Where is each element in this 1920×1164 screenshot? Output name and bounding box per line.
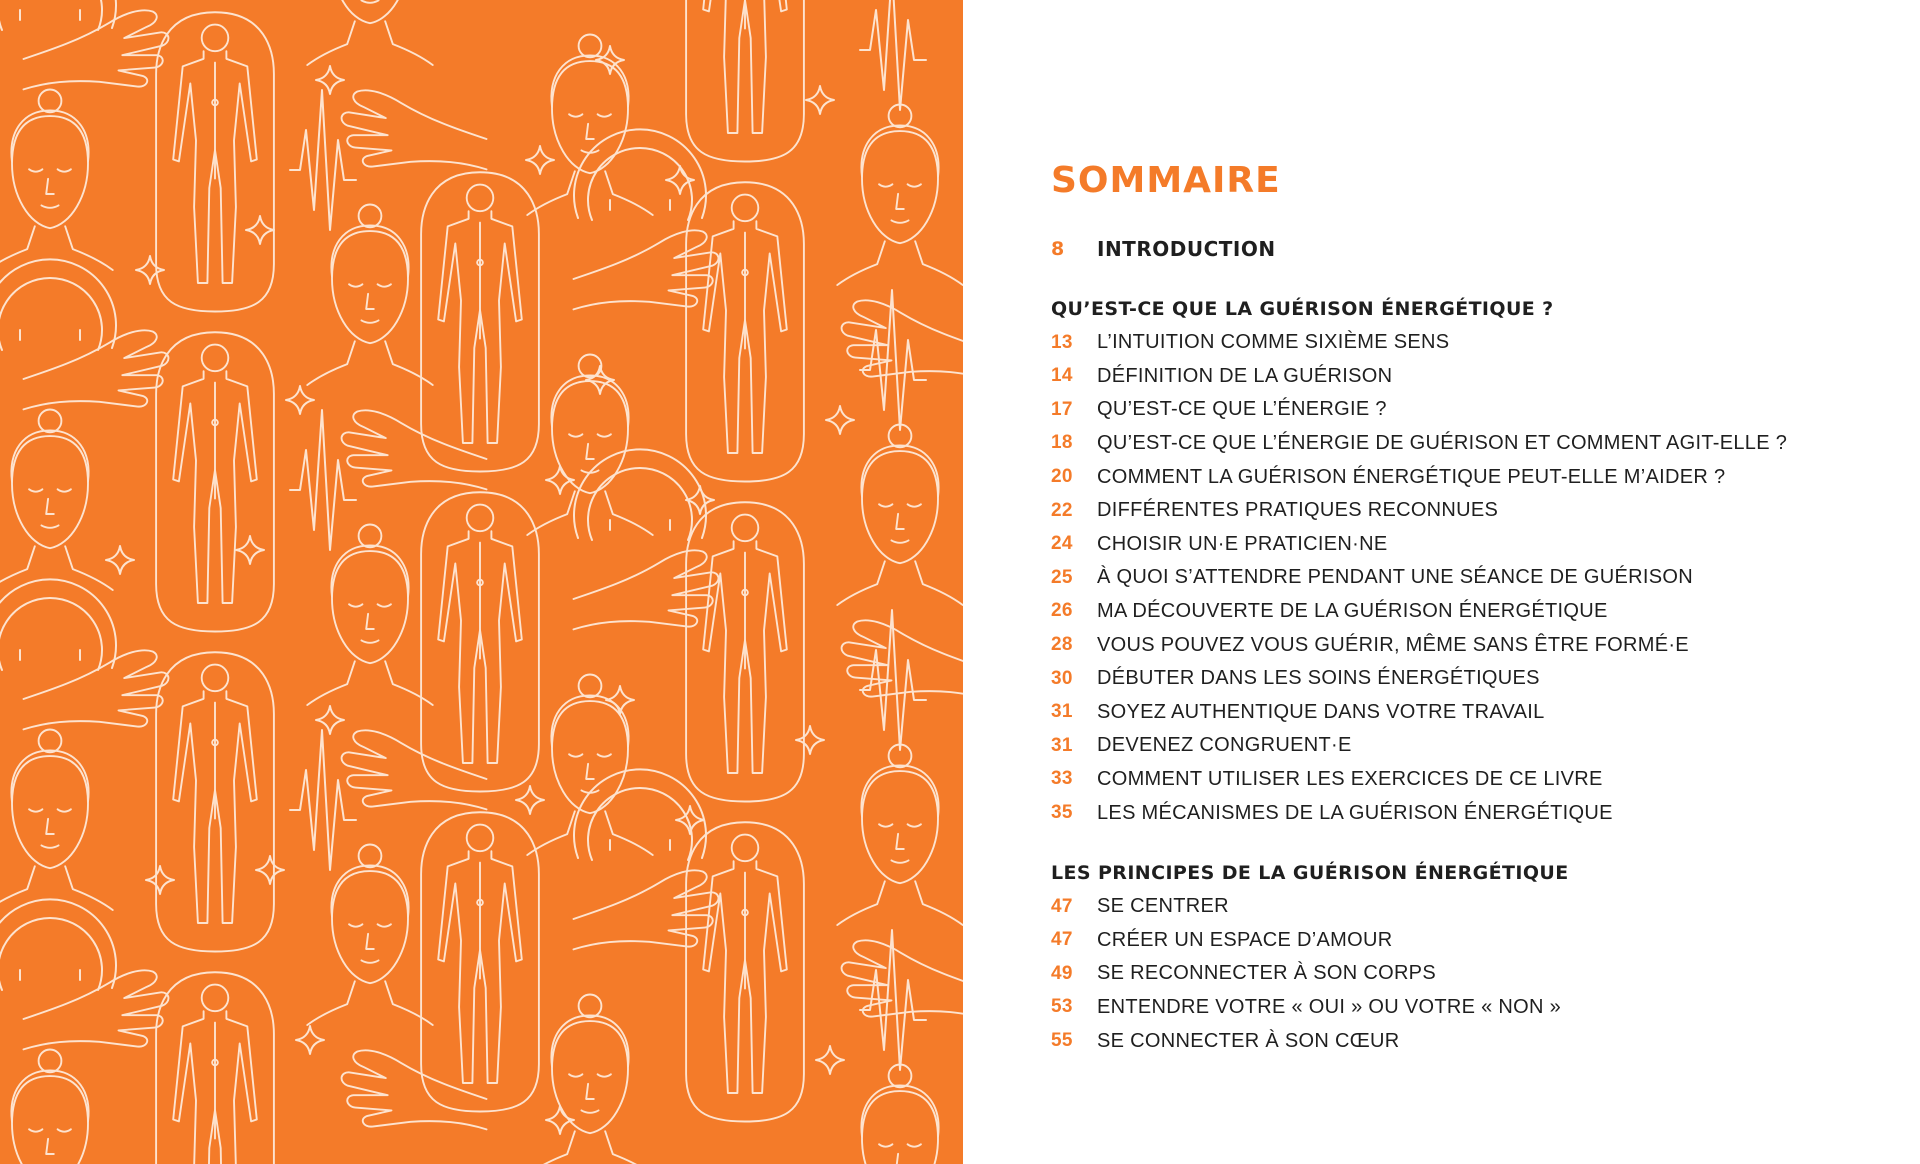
human-figure-icon — [156, 972, 274, 1164]
toc-entry — [1051, 729, 1352, 763]
toc-page-number: 26 — [1051, 600, 1073, 622]
toc-entry-label: L’INTUITION COMME SIXIÈME SENS — [1097, 331, 1450, 354]
toc-page-number: 20 — [1051, 466, 1073, 487]
toc-page-number: 49 — [1051, 962, 1073, 984]
hand-icon — [23, 970, 168, 1049]
energy-wave-line — [860, 930, 926, 1070]
toc-page-number: 22 — [1051, 499, 1073, 521]
toc-entry-label: ENTENDRE VOTRE « OUI » OU VOTRE « NON » — [1097, 995, 1562, 1018]
sparkle-icon — [316, 706, 344, 734]
sun-icon — [0, 0, 116, 30]
toc-entry-label: À QUOI S’ATTENDRE PENDANT UNE SÉANCE DE GUÉRISON — [1097, 566, 1693, 589]
sun-icon — [0, 259, 116, 350]
toc-entry-label: CRÉER UN ESPACE D’AMOUR — [1097, 928, 1393, 951]
toc-entry — [1051, 359, 1392, 393]
toc-entry — [1051, 232, 1276, 266]
face-icon — [307, 0, 432, 65]
toc-page-number: 30 — [1051, 667, 1073, 689]
sun-icon — [0, 579, 116, 670]
toc-entry-label: QU’EST-CE QUE L’ÉNERGIE DE GUÉRISON ET COMMENT AGIT-ELLE ? — [1097, 431, 1788, 454]
toc-entry-label: VOUS POUVEZ VOUS GUÉRIR, MÊME SANS ÊTRE FORMÉ·E — [1097, 633, 1689, 656]
toc-entry-label: DEVENEZ CONGRUENT·E — [1097, 734, 1352, 757]
toc-entry — [1051, 326, 1449, 360]
toc-entry — [1051, 1024, 1400, 1058]
toc-page-number: 47 — [1051, 895, 1073, 917]
face-icon — [0, 730, 113, 911]
toc-entry-label: QU’EST-CE QUE L’ÉNERGIE ? — [1097, 398, 1387, 421]
toc-entry-label: LES MÉCANISMES DE LA GUÉRISON ÉNERGÉTIQUE — [1097, 801, 1613, 824]
toc-entry — [1051, 594, 1608, 628]
toc-entry-label: SOYEZ AUTHENTIQUE DANS VOTRE TRAVAIL — [1097, 700, 1545, 723]
toc-page-number: 35 — [1051, 802, 1073, 823]
energy-wave-line — [860, 0, 926, 110]
hand-icon — [23, 650, 168, 729]
human-figure-icon — [156, 332, 274, 631]
toc-entry — [1051, 662, 1540, 696]
hand-icon — [842, 300, 963, 379]
human-figure-icon — [686, 0, 804, 162]
table-of-contents-page — [963, 0, 1920, 1164]
sparkle-icon — [246, 216, 274, 244]
toc-entry-label: INTRODUCTION — [1097, 237, 1276, 261]
toc-entry — [1051, 527, 1387, 561]
sparkle-icon — [286, 386, 314, 414]
energy-wave-line — [860, 290, 926, 430]
sun-icon — [0, 899, 116, 990]
toc-entry-label: SE CENTRER — [1097, 895, 1229, 918]
face-icon — [527, 995, 652, 1164]
toc-entry — [1051, 494, 1498, 528]
human-figure-icon — [421, 172, 539, 471]
sparkle-icon — [256, 856, 284, 884]
sparkle-icon — [146, 866, 174, 894]
toc-page-number: 25 — [1051, 566, 1073, 588]
human-figure-icon — [156, 12, 274, 311]
energy-wave-line — [290, 90, 356, 230]
toc-entry — [1051, 923, 1392, 957]
face-icon — [837, 104, 962, 285]
toc-page-number: 17 — [1051, 398, 1073, 420]
toc-entry — [1051, 990, 1561, 1024]
toc-page-number: 47 — [1051, 929, 1073, 951]
toc-page-number: 18 — [1051, 432, 1073, 454]
hand-icon — [842, 620, 963, 699]
face-icon — [837, 425, 962, 606]
hand-icon — [23, 330, 168, 409]
face-icon — [307, 205, 432, 386]
face-icon — [837, 745, 962, 926]
toc-entry — [1051, 957, 1436, 991]
face-icon — [0, 1050, 113, 1164]
toc-entry — [1051, 561, 1693, 595]
toc-page-number: 33 — [1051, 768, 1073, 790]
energy-wave-line — [290, 730, 356, 870]
toc-page-number: 55 — [1051, 1030, 1073, 1051]
human-figure-icon — [421, 812, 539, 1111]
face-icon — [0, 410, 113, 591]
toc-page-number: 13 — [1051, 331, 1073, 353]
hand-icon — [342, 1050, 487, 1129]
sparkle-icon — [826, 406, 854, 434]
toc-section-heading: QU’EST-CE QUE LA GUÉRISON ÉNERGÉTIQUE ? — [1051, 298, 1554, 320]
energy-wave-line — [860, 610, 926, 750]
sparkle-icon — [106, 546, 134, 574]
toc-section-heading: LES PRINCIPES DE LA GUÉRISON ÉNERGÉTIQUE — [1051, 862, 1569, 884]
energy-wave-line — [290, 410, 356, 550]
sparkle-icon — [526, 146, 554, 174]
hand-icon — [574, 550, 719, 629]
toc-entry-label: DÉFINITION DE LA GUÉRISON — [1097, 364, 1393, 387]
toc-entry-label: MA DÉCOUVERTE DE LA GUÉRISON ÉNERGÉTIQUE — [1097, 599, 1608, 622]
hand-icon — [342, 90, 487, 169]
face-icon — [307, 845, 432, 1026]
face-icon — [0, 89, 113, 270]
sparkle-icon — [666, 166, 694, 194]
toc-entry-label: COMMENT UTILISER LES EXERCICES DE CE LIVRE — [1097, 767, 1603, 790]
hand-icon — [23, 10, 168, 89]
sparkle-icon — [796, 726, 824, 754]
sparkle-icon — [296, 1026, 324, 1054]
human-figure-icon — [686, 822, 804, 1121]
hand-icon — [342, 730, 487, 809]
toc-page-number: 53 — [1051, 996, 1073, 1018]
toc-title: SOMMAIRE — [1051, 160, 1281, 201]
human-figure-icon — [156, 652, 274, 951]
human-figure-icon — [421, 492, 539, 791]
face-icon — [307, 525, 432, 706]
sparkle-icon — [516, 786, 544, 814]
toc-entry — [1051, 393, 1387, 427]
toc-entry-label: DIFFÉRENTES PRATIQUES RECONNUES — [1097, 499, 1499, 522]
toc-entry — [1051, 890, 1229, 924]
toc-entry-label: CHOISIR UN·E PRATICIEN·NE — [1097, 532, 1388, 555]
toc-entry-label: SE CONNECTER À SON CŒUR — [1097, 1029, 1400, 1052]
sparkle-icon — [806, 86, 834, 114]
human-figure-icon — [686, 182, 804, 481]
sparkle-icon — [816, 1046, 844, 1074]
toc-entry — [1051, 460, 1725, 494]
toc-entry — [1051, 796, 1613, 830]
toc-entry-label: DÉBUTER DANS LES SOINS ÉNERGÉTIQUES — [1097, 667, 1540, 690]
toc-entry — [1051, 628, 1689, 662]
hand-icon — [574, 230, 719, 309]
toc-page-number: 24 — [1051, 533, 1073, 555]
sparkle-icon — [236, 536, 264, 564]
toc-entry — [1051, 762, 1603, 796]
sparkle-icon — [136, 256, 164, 284]
human-figure-icon — [686, 502, 804, 801]
toc-page-number: 31 — [1051, 734, 1073, 756]
sparkle-icon — [316, 66, 344, 94]
toc-entry — [1051, 695, 1545, 729]
hand-icon — [842, 940, 963, 1019]
toc-entry — [1051, 426, 1787, 460]
toc-page-number: 28 — [1051, 634, 1073, 655]
hand-icon — [574, 870, 719, 949]
toc-page-number: 14 — [1051, 365, 1073, 387]
toc-page-number: 31 — [1051, 701, 1073, 723]
hand-icon — [342, 410, 487, 489]
toc-entry-label: COMMENT LA GUÉRISON ÉNERGÉTIQUE PEUT-ELLE M’AIDER ? — [1097, 465, 1726, 488]
toc-entry-label: SE RECONNECTER À SON CORPS — [1097, 962, 1436, 985]
face-icon — [837, 1065, 962, 1164]
toc-page-number: 8 — [1051, 238, 1065, 260]
